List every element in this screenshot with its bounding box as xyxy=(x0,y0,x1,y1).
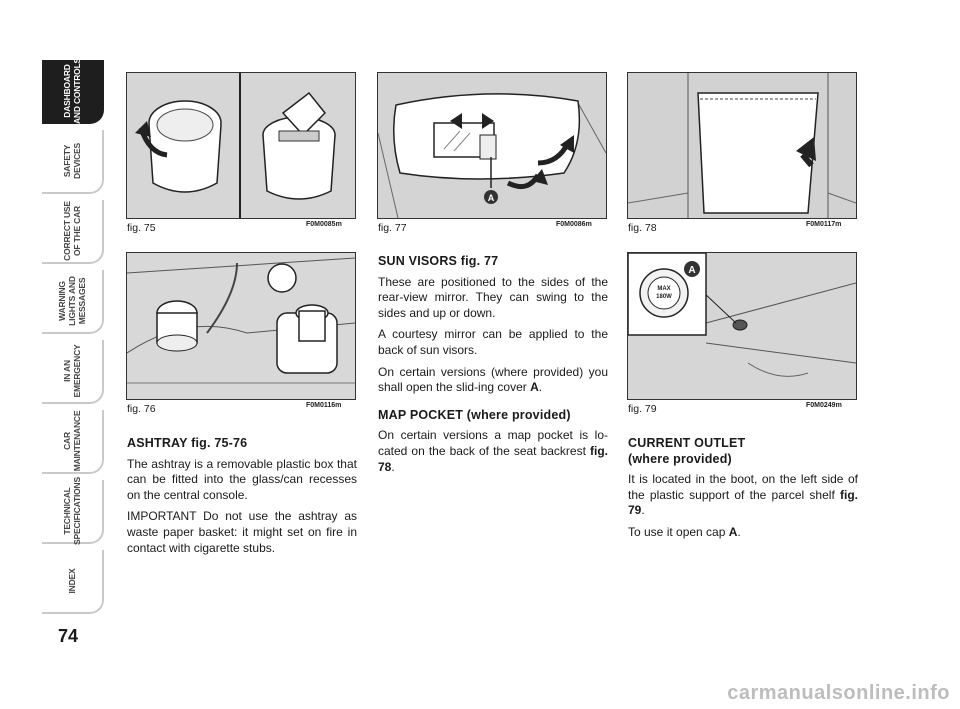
sun-visors-section xyxy=(378,254,608,481)
sun-visors-p3-ref: A xyxy=(530,380,539,395)
figure-77-marker: A xyxy=(487,193,495,203)
chapter-sidebar xyxy=(42,57,106,620)
tab-correct-use[interactable]: CORRECT USE OF THE CAR xyxy=(42,200,104,264)
figure-79-caption: fig. 79 xyxy=(628,403,657,415)
tab-safety-devices[interactable]: SAFETY DEVICES xyxy=(42,130,104,194)
current-outlet-subheading: (where provided) xyxy=(628,451,732,466)
figure-77-sun-visor xyxy=(377,72,607,219)
figure-76-console xyxy=(126,252,356,400)
tab-dashboard-and-controls[interactable]: DASHBOARD AND CONTROLS xyxy=(42,60,104,124)
figure-75-code: F0M0085m xyxy=(306,221,342,228)
sun-visors-p3-end: . xyxy=(538,380,543,395)
ashtray-paragraph-2: IMPORTANT Do not use the ashtray as waste paper basket: it might set on fire in contact with cigarette stubs. xyxy=(127,509,357,555)
socket-power: 180W xyxy=(656,294,672,300)
sun-visors-p3-text: On certain versions (where provided) you shall open the slid-ing cover xyxy=(378,364,608,395)
current-outlet-p1-end: . xyxy=(641,503,645,518)
page-number: 74 xyxy=(58,626,79,646)
sun-visors-paragraph-3 xyxy=(378,365,608,396)
current-outlet-heading: CURRENT OUTLET xyxy=(628,436,746,450)
figure-79-marker: A xyxy=(688,265,696,276)
socket-label: MAX xyxy=(657,286,671,292)
figure-76-caption: fig. 76 xyxy=(127,403,156,415)
ashtray-section xyxy=(127,436,357,562)
map-pocket-p1-text: On certain versions a map pocket is lo-cated on the back of the seat backrest xyxy=(378,428,608,458)
current-outlet-p1-ref: fig. 79 xyxy=(628,487,858,518)
ashtray-heading: ASHTRAY fig. 75-76 xyxy=(127,436,248,450)
current-outlet-section xyxy=(628,436,858,547)
figure-75-caption: fig. 75 xyxy=(127,222,156,234)
map-pocket-p1-ref: fig. 78 xyxy=(378,443,608,474)
figure-77-caption: fig. 77 xyxy=(378,222,407,234)
figure-79-current-outlet xyxy=(627,252,857,400)
figure-76-code: F0M0116m xyxy=(306,402,342,409)
sun-visors-paragraph-1: These are positioned to the sides of the rear-view mirror. They can swing to the sides and up or down. xyxy=(378,274,608,320)
current-outlet-paragraph-2 xyxy=(628,525,858,541)
ashtray-paragraph-1: The ashtray is a removable plastic box that can be fitted into the glass/can recesses on the central console. xyxy=(127,456,357,502)
sun-visors-paragraph-2: A courtesy mirror can be applied to the back of sun visors. xyxy=(378,327,608,357)
current-outlet-p2-text: To use it open cap xyxy=(628,524,729,539)
tab-warning-lights[interactable]: WARNING LIGHTS AND MESSAGES xyxy=(42,270,104,334)
figure-79-code: F0M0249m xyxy=(806,402,842,409)
tab-index[interactable]: INDEX xyxy=(42,550,104,614)
tab-in-an-emergency[interactable]: IN AN EMERGENCY xyxy=(42,340,104,404)
watermark: carmanualsonline.info xyxy=(727,682,950,704)
map-pocket-paragraph-1 xyxy=(378,428,608,475)
tab-technical-specifications[interactable]: TECHNICAL SPECIFICATIONS xyxy=(42,480,104,544)
tab-car-maintenance[interactable]: CAR MAINTENANCE xyxy=(42,410,104,474)
figure-75-ashtray xyxy=(126,72,356,219)
current-outlet-p1-text: It is located in the boot, on the left side of the plastic support of the parcel shelf xyxy=(628,472,858,502)
map-pocket-heading: MAP POCKET (where provided) xyxy=(378,407,571,422)
current-outlet-p2-ref: A xyxy=(728,524,738,539)
figure-78-map-pocket xyxy=(627,72,857,219)
figure-78-code: F0M0117m xyxy=(806,221,842,228)
figure-78-caption: fig. 78 xyxy=(628,222,657,234)
map-pocket-p1-end: . xyxy=(391,459,395,474)
current-outlet-p2-end: . xyxy=(737,524,741,539)
sun-visors-heading: SUN VISORS fig. 77 xyxy=(378,254,499,268)
figure-77-code: F0M0086m xyxy=(556,221,592,228)
current-outlet-paragraph-1 xyxy=(628,472,858,519)
